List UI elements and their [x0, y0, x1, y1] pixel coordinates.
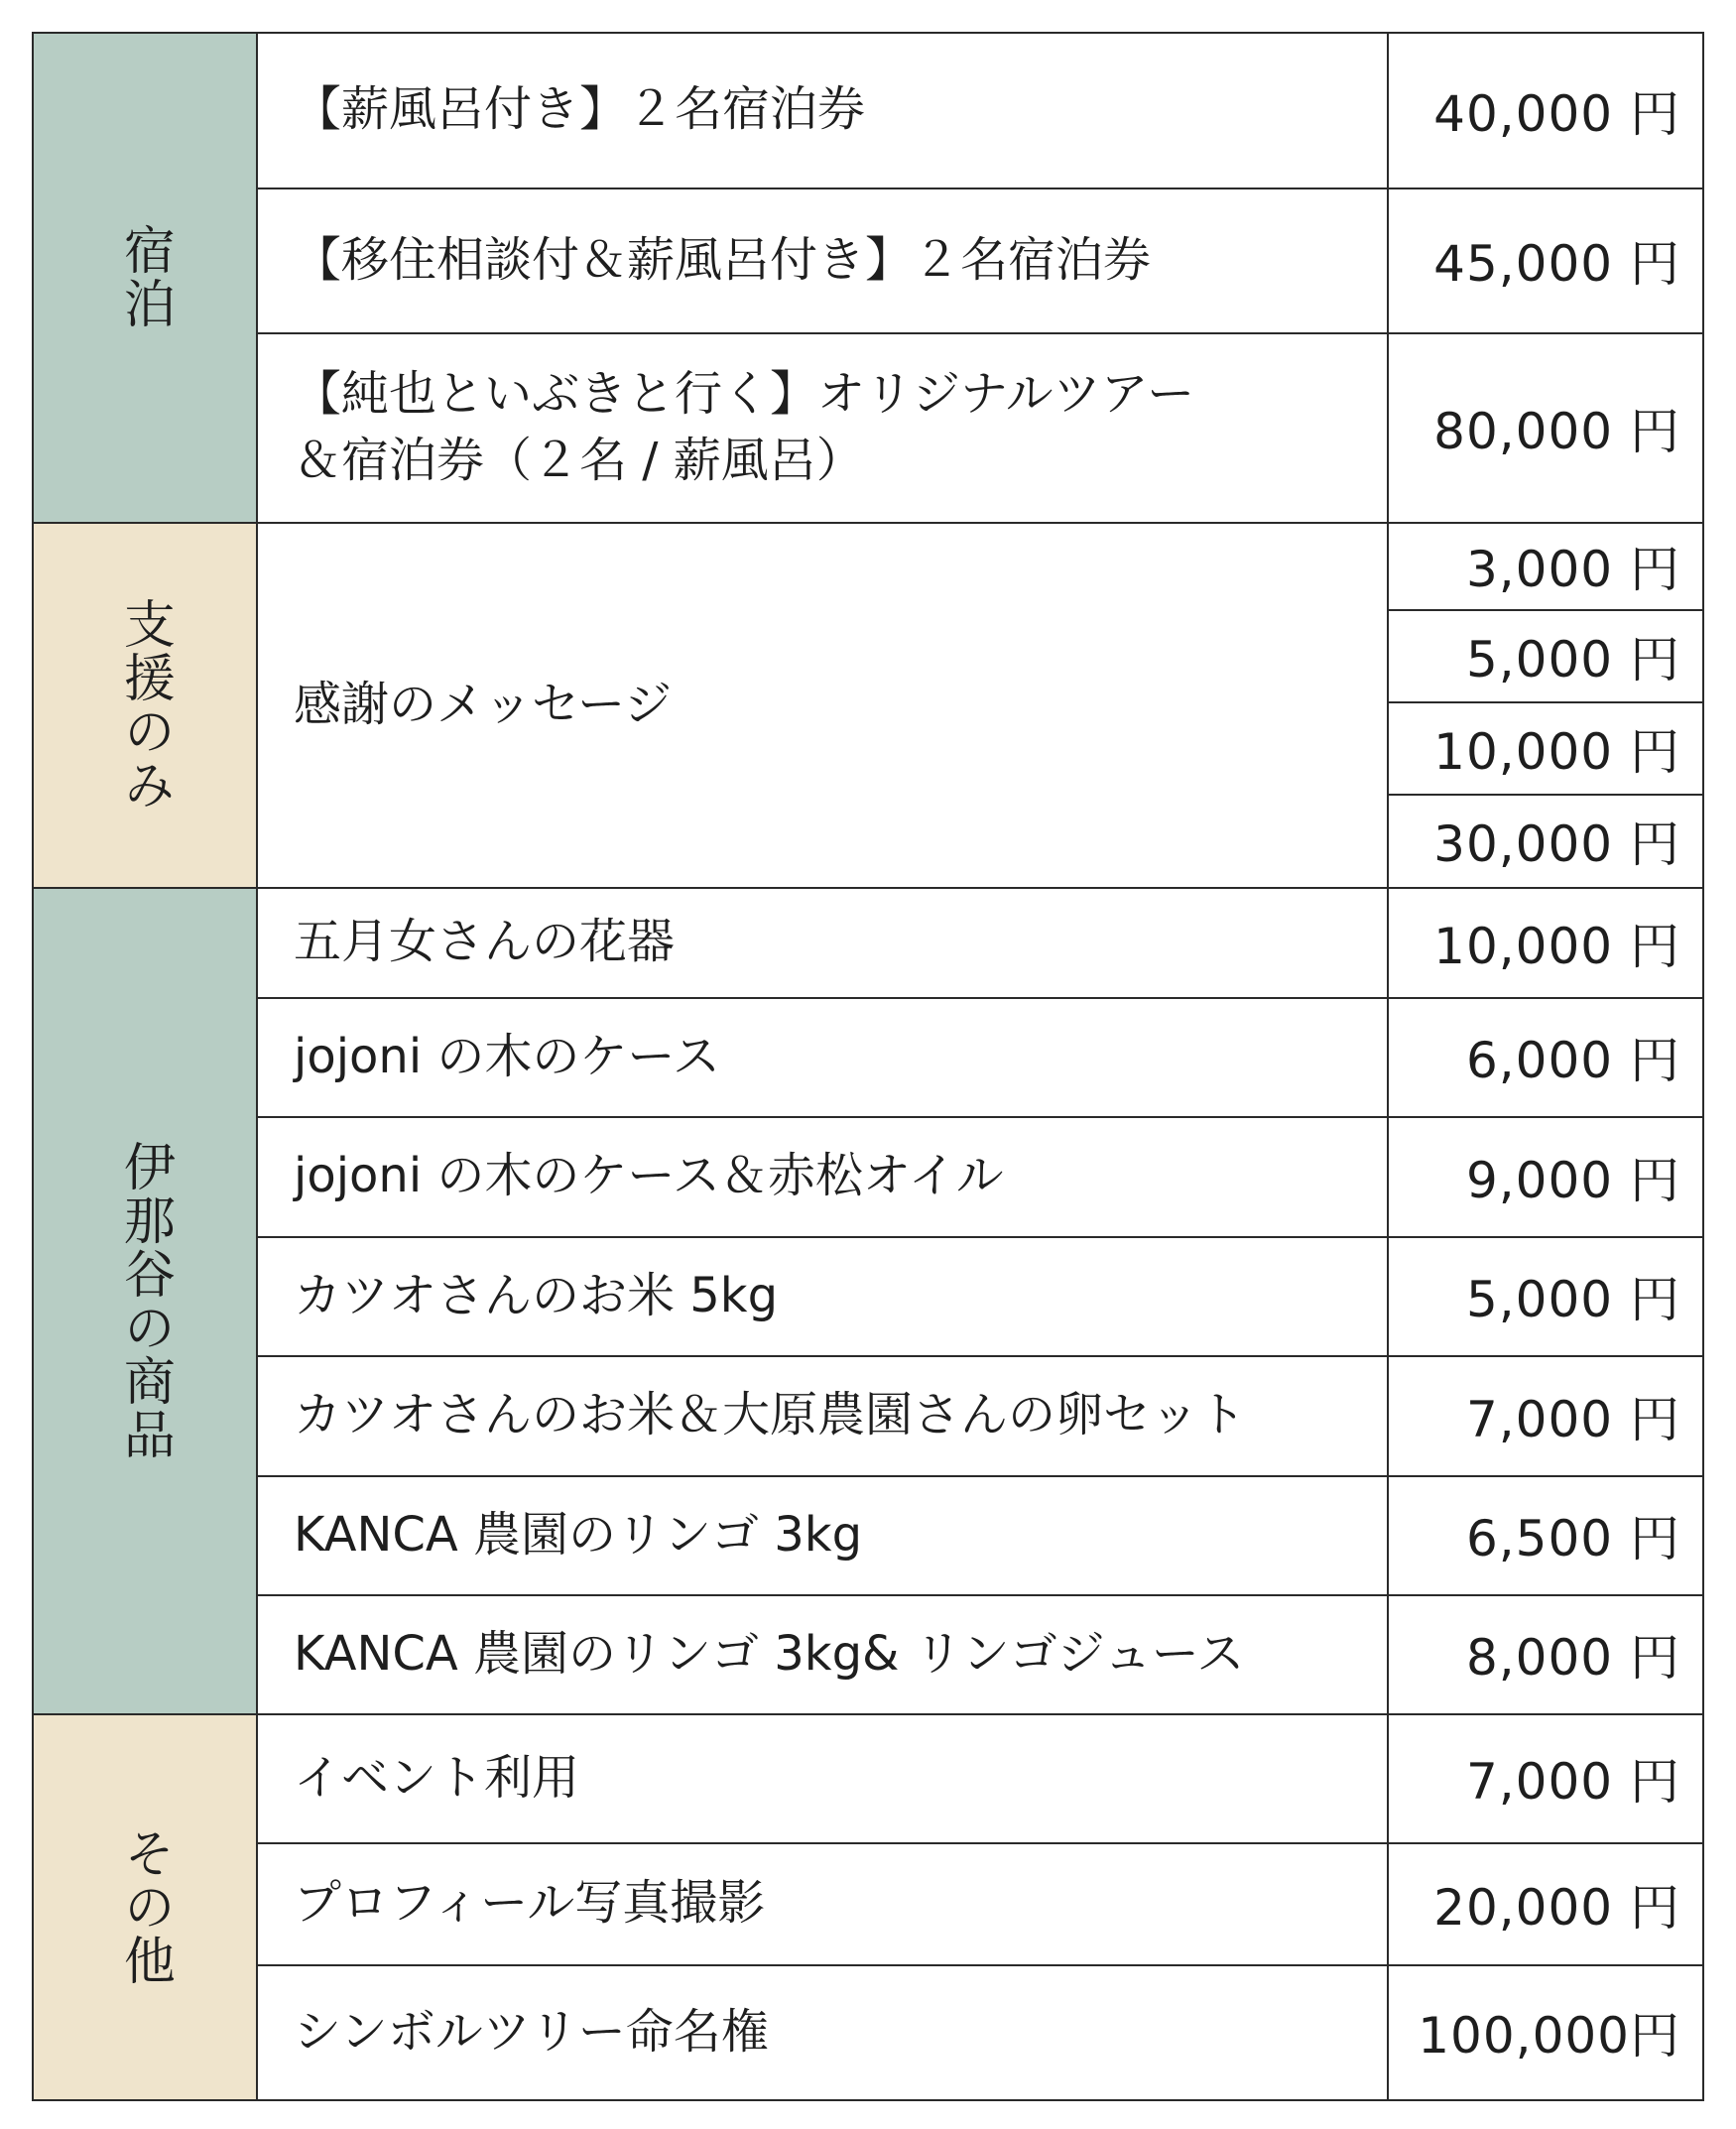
table-border-line	[1702, 32, 1704, 2101]
table-border-line	[1387, 701, 1702, 703]
item-price: 6,000 円	[1465, 1032, 1680, 1089]
table-border-line	[1387, 609, 1702, 611]
table-border-line	[32, 1713, 1702, 1715]
table-border-line	[256, 188, 1702, 189]
table-border-line	[32, 2099, 1704, 2101]
item-name: jojoni の木のケース	[294, 1028, 721, 1084]
item-price: 7,000 円	[1465, 1390, 1680, 1448]
table-border-line	[32, 32, 34, 2099]
item-price: 10,000 円	[1433, 722, 1680, 781]
item-price: 8,000 円	[1465, 1629, 1680, 1687]
item-price: 30,000 円	[1433, 815, 1680, 873]
item-price: 45,000 円	[1433, 235, 1680, 293]
table-border-line	[256, 1355, 1702, 1357]
table-border-line	[32, 522, 1702, 524]
item-price: 20,000 円	[1433, 1878, 1680, 1937]
item-name: 【移住相談付＆薪風呂付き】２名宿泊券	[294, 231, 1152, 288]
table-border-line	[256, 1475, 1702, 1477]
item-price: 5,000 円	[1465, 1271, 1680, 1328]
table-border-line	[1387, 32, 1389, 2099]
table-border-line	[256, 32, 258, 2099]
item-name: 【薪風呂付き】２名宿泊券	[294, 81, 866, 138]
item-price: 40,000 円	[1433, 84, 1680, 143]
item-price: 9,000 円	[1465, 1151, 1680, 1209]
table-border-line	[256, 1116, 1702, 1118]
item-name: カツオさんのお米＆大原農園さんの卵セット	[294, 1387, 1247, 1443]
table-border-line	[256, 1236, 1702, 1238]
table-border-line	[1387, 794, 1702, 796]
item-price: 5,000 円	[1465, 630, 1680, 689]
item-name: シンボルツリー命名権	[294, 2003, 769, 2060]
table-border-line	[256, 332, 1702, 334]
table-border-line	[256, 1842, 1702, 1844]
item-price: 7,000 円	[1465, 1753, 1680, 1811]
table-border-line	[32, 887, 1702, 889]
table-border-line	[32, 32, 1704, 34]
table-border-line	[256, 997, 1702, 999]
item-name: jojoni の木のケース＆赤松オイル	[294, 1148, 1004, 1204]
category-lodging: 宿泊	[32, 32, 256, 522]
item-price: 3,000 円	[1465, 541, 1680, 598]
item-price: 6,500 円	[1465, 1510, 1680, 1567]
table-border-line	[256, 1594, 1702, 1596]
table-border-line	[256, 1964, 1702, 1966]
item-name: KANCA 農園のリンゴ 3kg& リンゴジュース	[294, 1625, 1245, 1682]
item-name: KANCA 農園のリンゴ 3kg	[294, 1506, 863, 1563]
item-name: 感謝のメッセージ	[294, 676, 673, 732]
item-name: イベント利用	[294, 1749, 580, 1806]
item-price: 100,000円	[1418, 2007, 1680, 2065]
item-name: 五月女さんの花器	[294, 914, 676, 970]
category-support-only: 支援のみ	[32, 522, 256, 887]
item-price: 80,000 円	[1433, 402, 1680, 460]
category-other: その他	[32, 1713, 256, 2099]
item-name: プロフィール写真撮影	[294, 1875, 766, 1932]
item-price: 10,000 円	[1433, 917, 1680, 975]
item-name: 【純也といぶきと行く】オリジナルツアー ＆宿泊券（２名 / 薪風呂）	[294, 366, 1195, 488]
category-inadani-products: 伊那谷の商品	[32, 887, 256, 1713]
item-name: カツオさんのお米 5kg	[294, 1267, 779, 1323]
